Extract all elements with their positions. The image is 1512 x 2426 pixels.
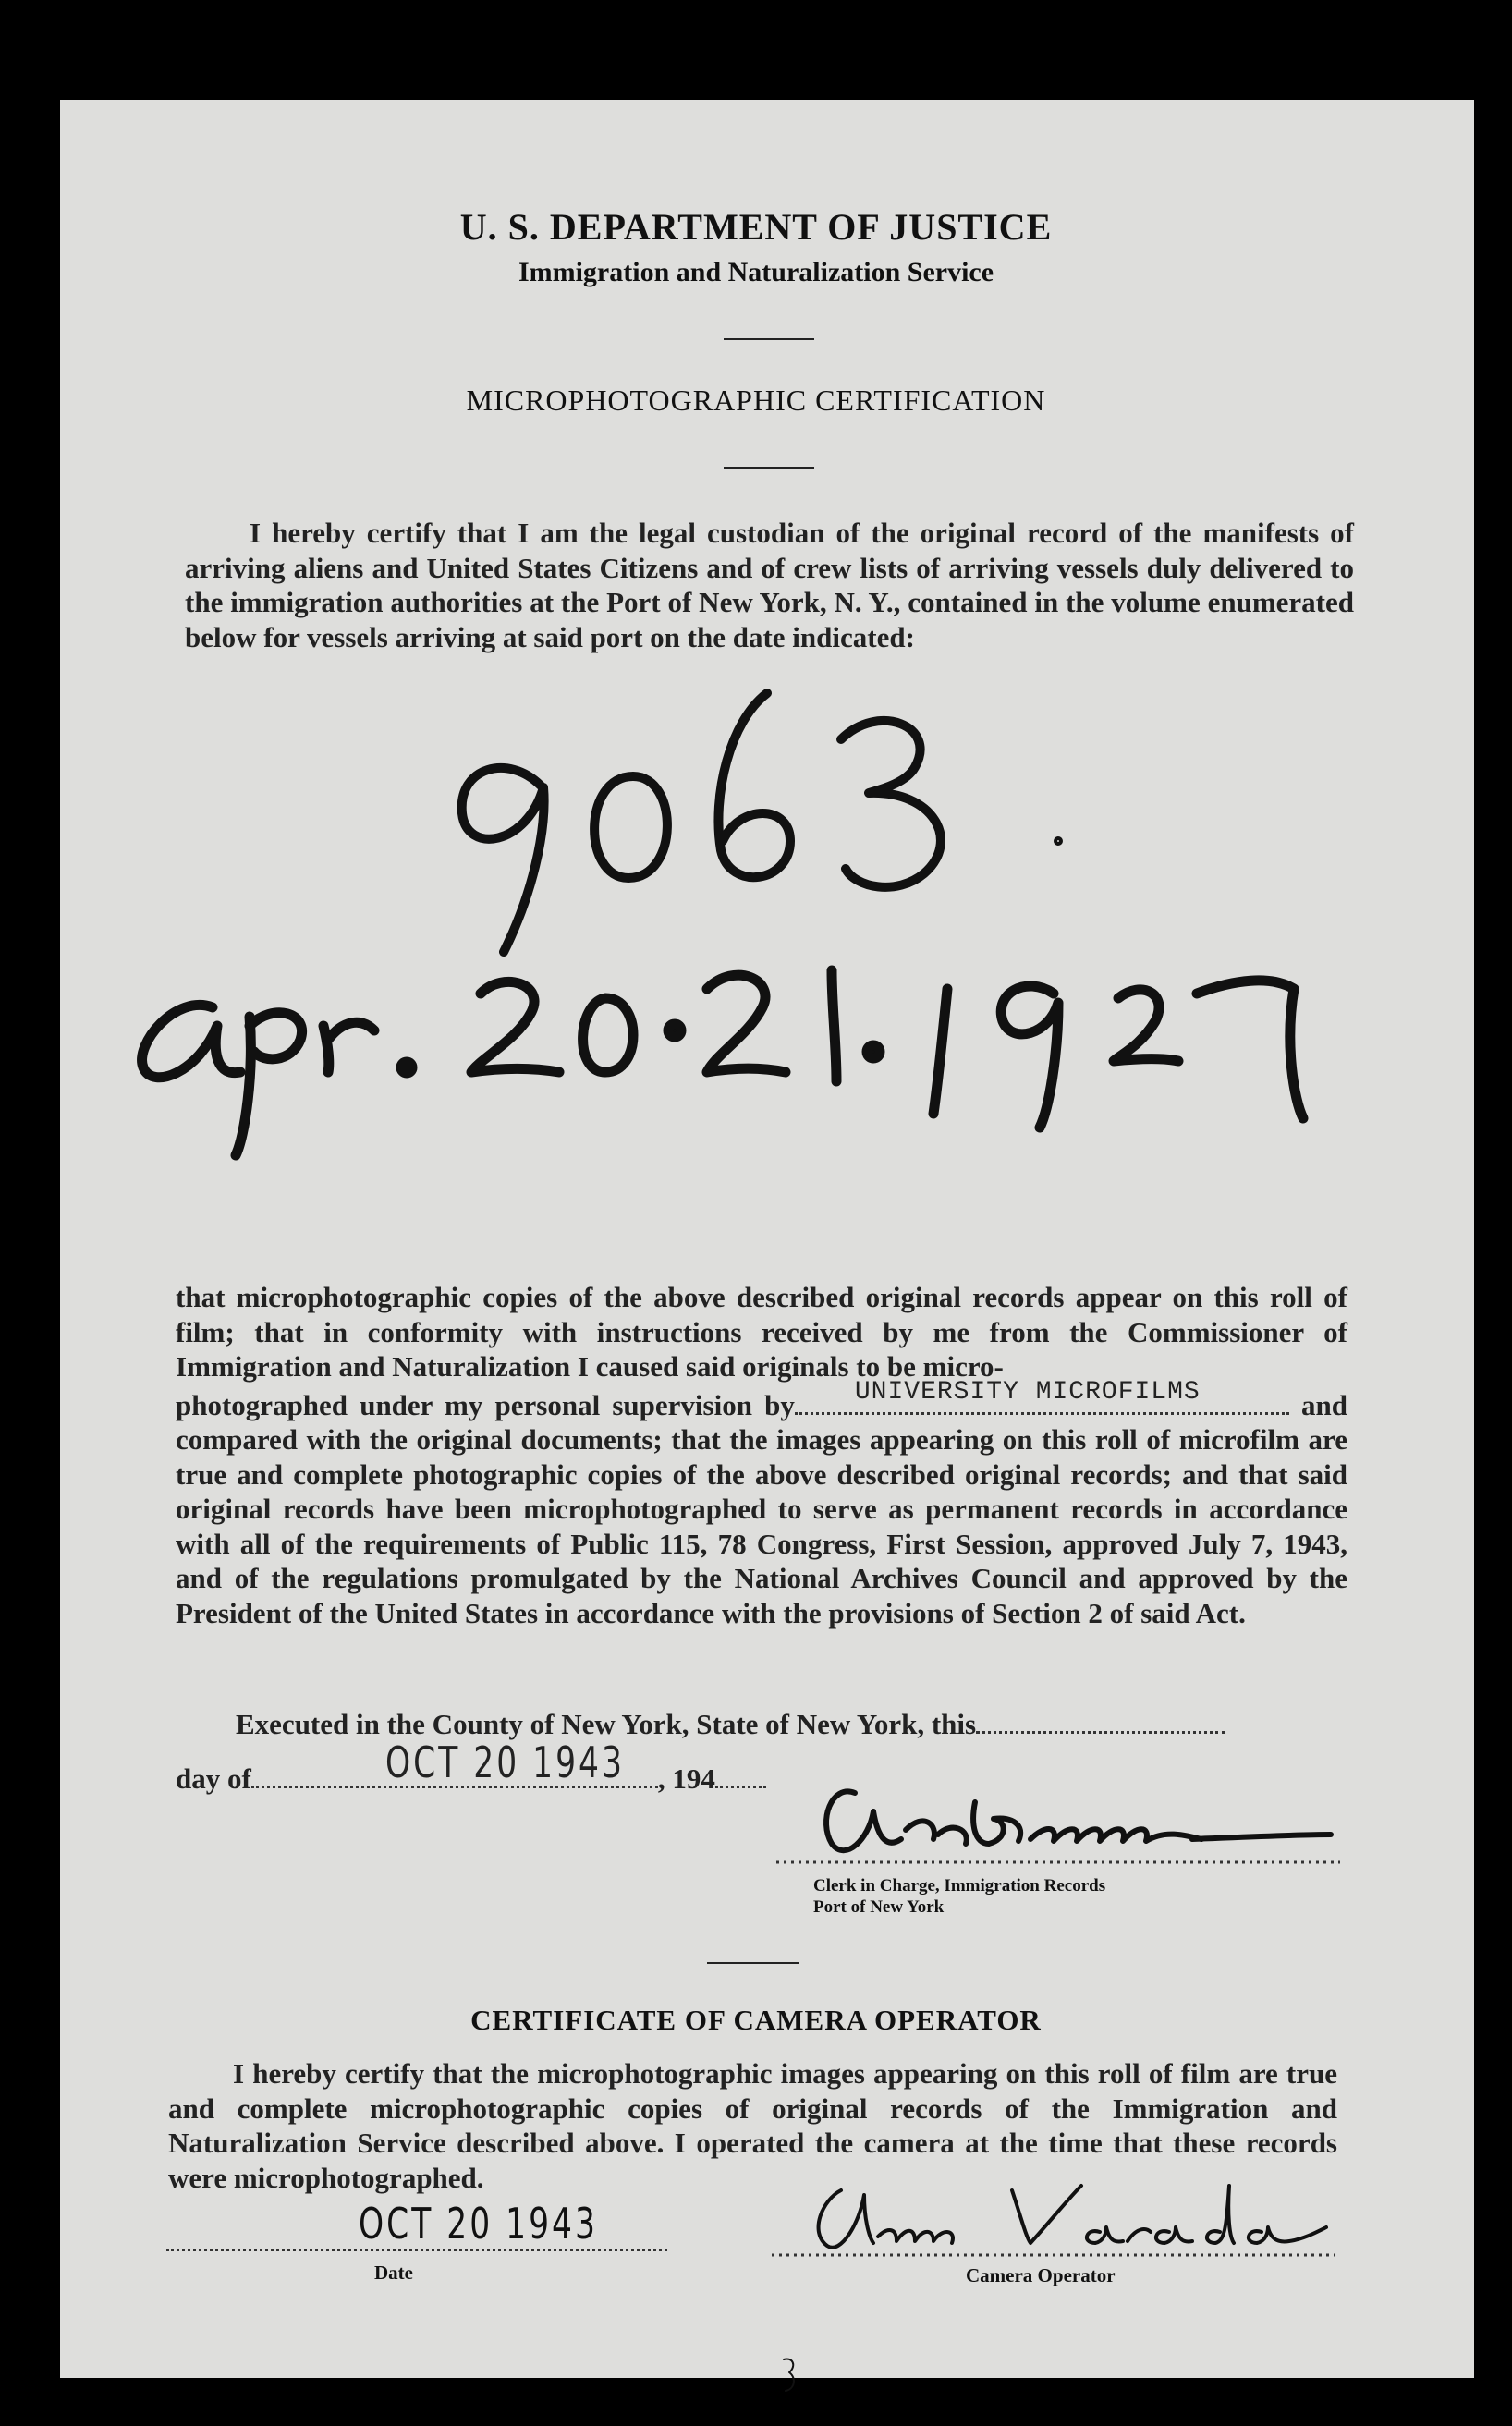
body-text-after: and compared with the original documents; that the images appearing on this roll of microfilm are true and complete photographic copies of the above described original records; and that said original records have been microphotographed to serve as permanent records in accordance with all of the requirements of Public 115, 78 Congress, First Session, approved July 7, 1943, and of the regulations promulgated by the National Archives Council and approved by the President of the United States in accordance with the provisions of Section 2 of said Act. bbox=[176, 1388, 1348, 1629]
executed-stamped-date: OCT 20 1943 bbox=[384, 1737, 625, 1787]
divider bbox=[707, 1962, 799, 1964]
intro-paragraph: I hereby certify that I am the legal custodian of the original record of the manifests of arriving aliens and United States Citizens and of crew lists of arriving vessels duly delivered to the immigration authorities at the Port of New York, N. Y., contained in the volume enumerated below for vessels arriving at said port on the date indicated: bbox=[185, 517, 1354, 653]
supervisor-blank bbox=[795, 1378, 1289, 1415]
executed-line bbox=[236, 1708, 1225, 1741]
service-subheading: Immigration and Naturalization Service bbox=[518, 257, 994, 287]
camera-stamped-date: OCT 20 1943 bbox=[359, 2199, 598, 2249]
handwritten-volume-number bbox=[434, 684, 1063, 961]
camera-operator-signature bbox=[772, 2176, 1335, 2264]
camera-operator-label: Camera Operator bbox=[966, 2264, 1116, 2286]
day-of-blank bbox=[251, 1737, 658, 1788]
divider bbox=[724, 338, 814, 340]
day-of-label: day of bbox=[176, 1762, 251, 1795]
body-text-before: that microphotographic copies of the above described original records appear on this roll of film; that in conformity with instructions received by me from the Commissioner of Immigration and Naturalization I caused said originals to be micro- bbox=[176, 1281, 1347, 1383]
divider bbox=[724, 467, 814, 469]
pencil-mark bbox=[776, 2352, 804, 2398]
supervisor-typed: UNIVERSITY MICROFILMS bbox=[854, 1378, 1201, 1407]
clerk-title: Clerk in Charge, Immigration Records bbox=[813, 1876, 1106, 1896]
supervision-label: photographed under my personal supervision by bbox=[176, 1388, 795, 1421]
clerk-location: Port of New York bbox=[813, 1897, 945, 1917]
camera-certificate-text: I hereby certify that the microphotographic images appearing on this roll of film are true and complete microphotographic copies of original records of the Immigration and Naturalization Service described above. I operated the camera at the time that these records were microphotographed. bbox=[168, 2057, 1337, 2194]
year-prefix: , 194 bbox=[657, 1762, 715, 1795]
camera-date-blank bbox=[166, 2199, 667, 2251]
department-heading: U. S. DEPARTMENT OF JUSTICE bbox=[459, 206, 1053, 248]
certification-title: MICROPHOTOGRAPHIC CERTIFICATION bbox=[466, 384, 1046, 417]
clerk-signature bbox=[776, 1774, 1340, 1867]
year-blank bbox=[715, 1786, 766, 1788]
day-of-line bbox=[176, 1737, 766, 1796]
executed-blank bbox=[976, 1731, 1225, 1734]
date-label: Date bbox=[374, 2261, 413, 2284]
handwritten-date-range bbox=[125, 952, 1345, 1164]
certification-body bbox=[176, 1280, 1347, 1630]
executed-text: Executed in the County of New York, State of New York, this bbox=[236, 1708, 977, 1740]
camera-certificate-title: CERTIFICATE OF CAMERA OPERATOR bbox=[470, 2004, 1042, 2036]
